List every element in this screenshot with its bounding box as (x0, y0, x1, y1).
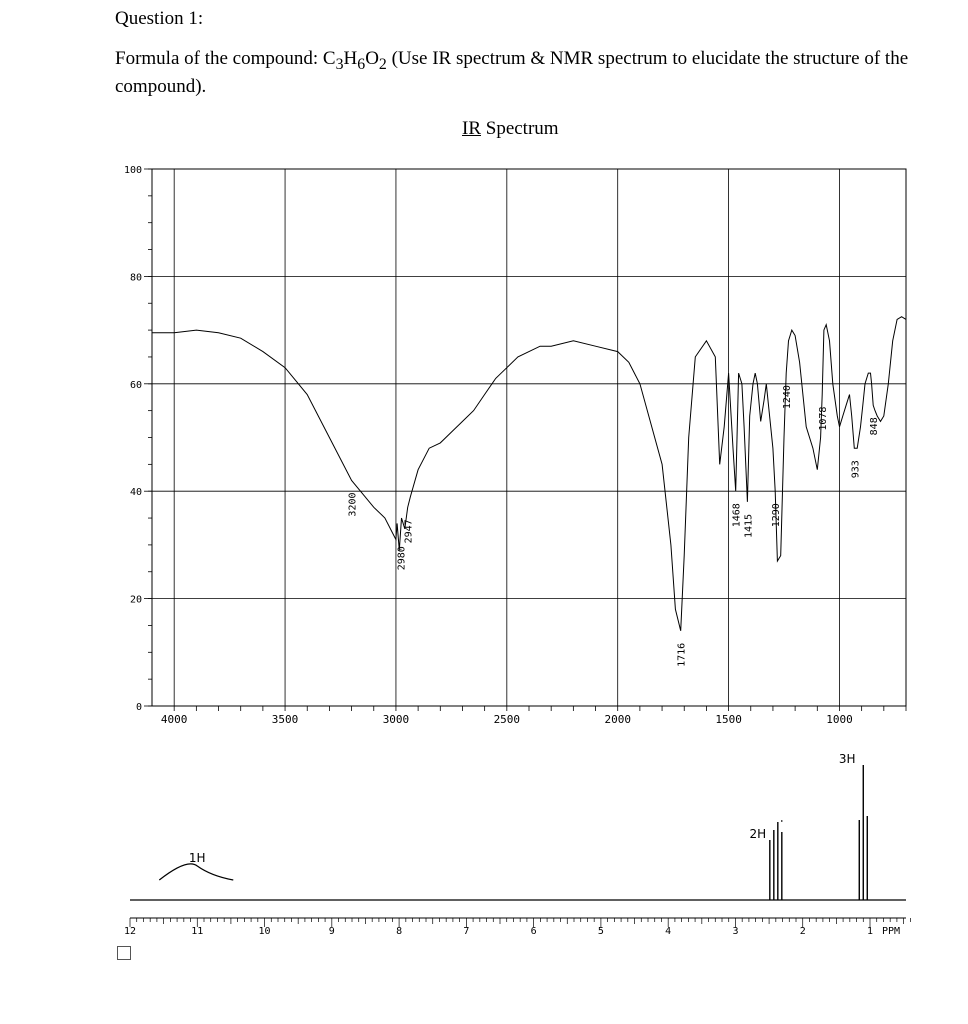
ir-peak-label: 1240 (782, 385, 794, 410)
nmr-peak-broad-oh (159, 864, 233, 880)
instruction-text: (Use IR spectrum & NMR spectrum to elucidate the structure of the compound). (115, 48, 909, 97)
formula-o-sub: 2 (378, 55, 387, 73)
ir-x-tick-label: 3500 (271, 713, 299, 726)
ir-x-tick-label: 3000 (382, 713, 410, 726)
question-heading: Question 1: (115, 8, 204, 29)
nmr-integration-label: 1H (188, 851, 206, 865)
nmr-x-tick-label: 6 (530, 926, 537, 937)
nmr-integration-label: 2H (749, 827, 767, 841)
ir-title-rest: Spectrum (481, 118, 559, 139)
ir-x-tick-label: 1000 (826, 713, 853, 726)
ir-y-tick-label: 80 (129, 272, 142, 284)
nmr-x-tick-label: 3 (732, 926, 739, 937)
ir-x-tick-label: 4000 (160, 713, 188, 726)
ir-peak-label: 1290 (771, 503, 783, 528)
ir-peak-label: 1078 (818, 406, 830, 431)
ir-title-abbrev: IR (462, 118, 481, 139)
ir-x-tick-label: 1500 (715, 713, 742, 726)
ir-y-tick-label: 40 (129, 487, 142, 499)
ir-peak-label: 1415 (743, 513, 755, 539)
ir-peak-label: 848 (869, 417, 881, 436)
formula-h: H (343, 48, 358, 69)
ir-plot-frame (152, 169, 906, 706)
nmr-x-tick-label: 10 (258, 926, 271, 937)
ir-y-tick-label: 20 (129, 594, 142, 606)
ir-series-line (152, 317, 906, 631)
formula-c: C (322, 48, 336, 69)
nmr-x-tick-label: 4 (665, 926, 672, 937)
ir-y-tick-label: 100 (123, 165, 142, 176)
ir-x-tick-label: 2500 (493, 713, 521, 726)
answer-checkbox[interactable] (117, 946, 131, 960)
nmr-x-tick-label: 2 (799, 926, 806, 937)
ir-peak-label: 1468 (731, 503, 743, 528)
nmr-unit-label: PPM (882, 926, 901, 937)
ir-peak-label: 933 (850, 460, 862, 479)
nmr-integration-label: 3H (838, 752, 856, 766)
ir-peak-label: 3200 (347, 492, 359, 517)
ir-x-tick-label: 2000 (604, 713, 631, 726)
nmr-x-tick-label: 1 (866, 926, 874, 937)
formula-o: O (365, 48, 379, 69)
ir-y-tick-label: 60 (129, 379, 142, 391)
nmr-x-tick-label: 9 (328, 926, 335, 937)
ir-peak-label: 2947 (403, 519, 415, 544)
formula-intro: Formula of the compound: (115, 48, 323, 69)
ir-peak-label: 1716 (676, 642, 688, 667)
nmr-x-tick-label: 5 (597, 926, 604, 937)
ir-y-tick-label: 0 (135, 702, 142, 713)
formula-c-sub: 3 (335, 55, 344, 73)
nmr-x-tick-label: 8 (396, 926, 403, 937)
ir-peak-label: 2980 (396, 546, 408, 571)
nmr-x-tick-label: 7 (463, 926, 470, 937)
formula-h-sub: 6 (357, 55, 366, 73)
nmr-x-tick-label: 11 (191, 926, 204, 937)
nmr-x-tick-label: 12 (123, 926, 137, 937)
